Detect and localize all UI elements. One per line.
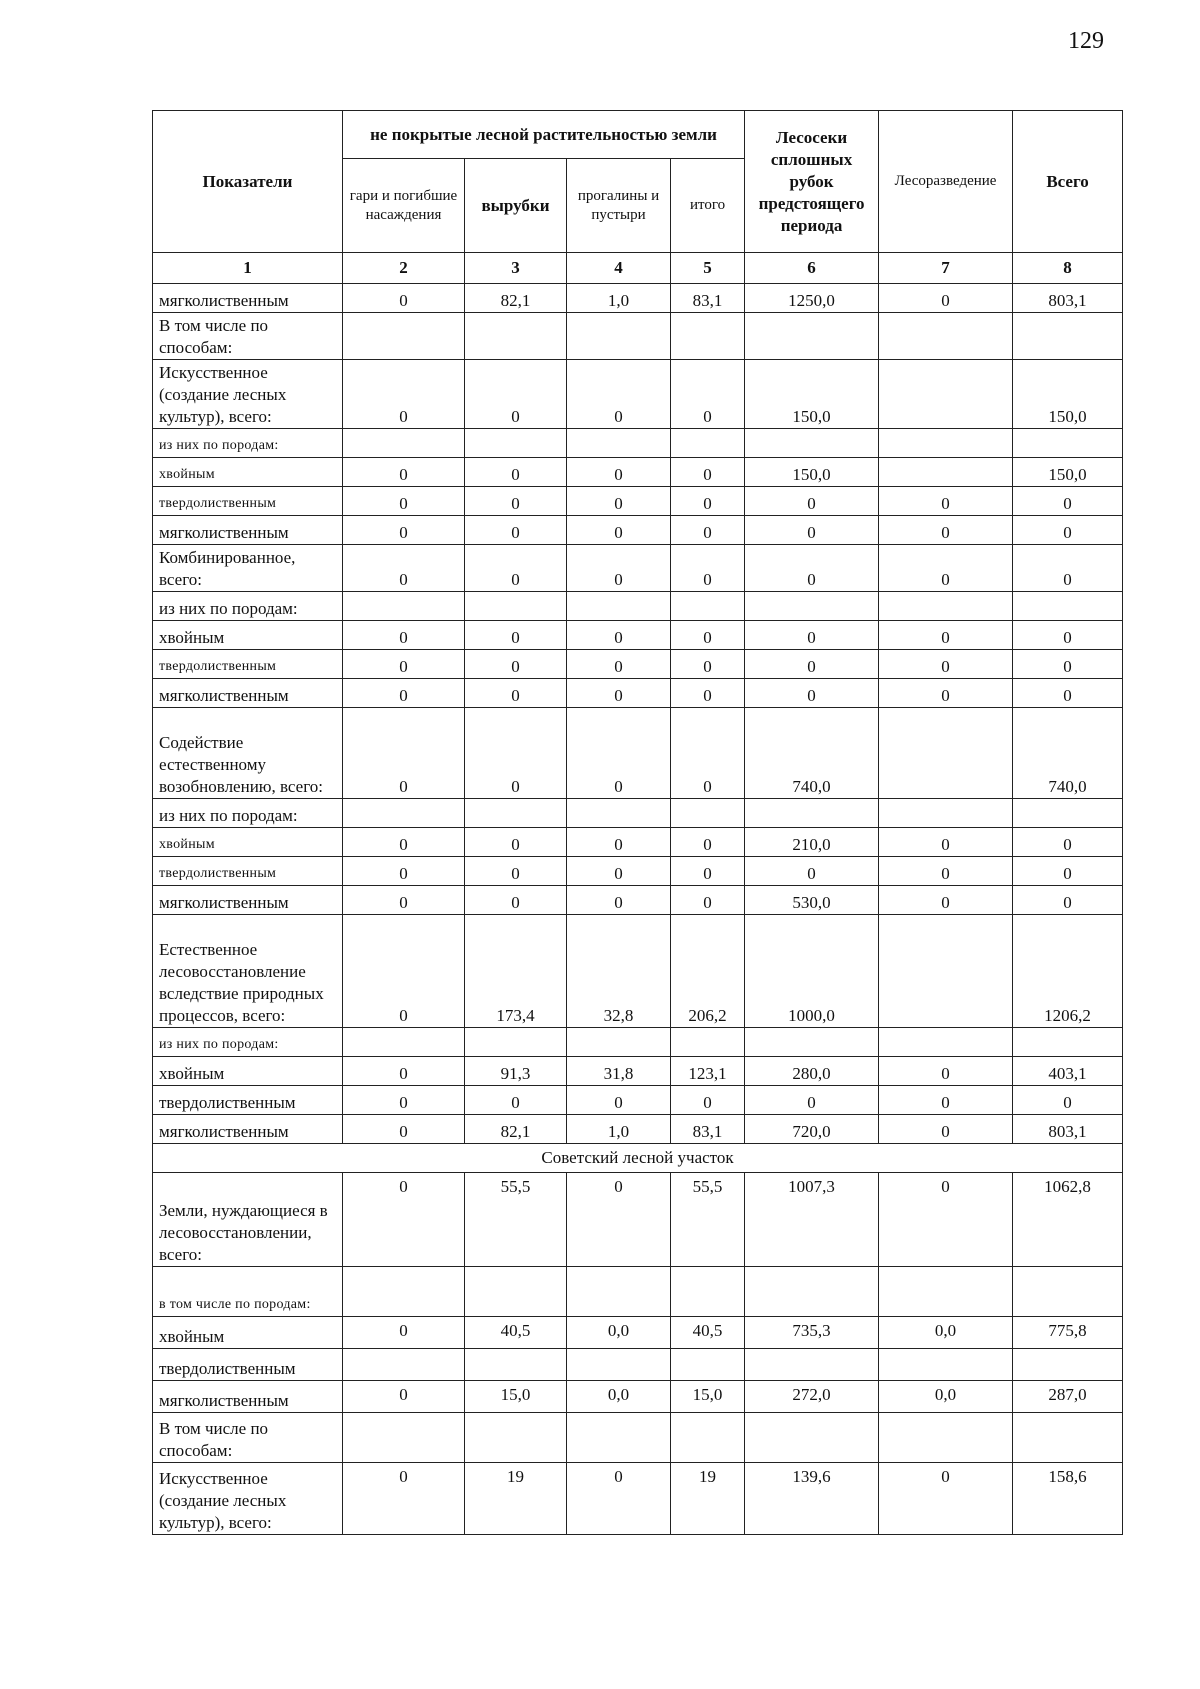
column-number: 5 xyxy=(671,253,745,284)
cell-value: 0 xyxy=(567,828,671,857)
cell-value: 0 xyxy=(465,487,567,516)
row-label: из них по породам: xyxy=(153,799,343,828)
row-label: твердолиственным xyxy=(153,1086,343,1115)
cell-value xyxy=(1013,1028,1123,1057)
cell-value: 0 xyxy=(671,545,745,592)
cell-value: 0 xyxy=(343,650,465,679)
table-row xyxy=(153,799,1123,828)
row-label: хвойным xyxy=(153,1057,343,1086)
cell-value: 15,0 xyxy=(465,1381,567,1413)
cell-value xyxy=(1013,429,1123,458)
cell-value: 0 xyxy=(567,857,671,886)
table-header xyxy=(153,111,1123,253)
header-non-forest-group: не покрытые лесной растительностью земли xyxy=(343,111,745,159)
cell-value xyxy=(879,458,1013,487)
cell-value: 0 xyxy=(343,708,465,799)
cell-value: 0 xyxy=(879,1463,1013,1535)
table-row xyxy=(153,828,1123,857)
cell-value: 0 xyxy=(343,1086,465,1115)
cell-value: 0 xyxy=(343,1115,465,1144)
cell-value: 0 xyxy=(879,545,1013,592)
row-label: твердолиственным xyxy=(153,487,343,516)
cell-value: 775,8 xyxy=(1013,1317,1123,1349)
cell-value: 210,0 xyxy=(745,828,879,857)
table-row xyxy=(153,1173,1123,1267)
cell-value: 150,0 xyxy=(1013,458,1123,487)
cell-value xyxy=(745,592,879,621)
cell-value: 280,0 xyxy=(745,1057,879,1086)
row-label: Содействие естественному возобновлению, всего: xyxy=(153,708,343,799)
cell-value xyxy=(465,592,567,621)
column-number: 4 xyxy=(567,253,671,284)
cell-value: 0,0 xyxy=(879,1381,1013,1413)
row-label: Земли, нуждающиеся в лесовосстановлении, всего: xyxy=(153,1173,343,1267)
table-row xyxy=(153,915,1123,1028)
cell-value xyxy=(671,429,745,458)
cell-value: 0 xyxy=(567,360,671,429)
cell-value xyxy=(879,592,1013,621)
table-row xyxy=(153,1381,1123,1413)
cell-value: 0 xyxy=(567,1086,671,1115)
cell-value: 0 xyxy=(671,516,745,545)
cell-value xyxy=(343,429,465,458)
cell-value xyxy=(465,1267,567,1317)
cell-value: 1206,2 xyxy=(1013,915,1123,1028)
cell-value xyxy=(671,1349,745,1381)
column-number: 1 xyxy=(153,253,343,284)
cell-value: 0 xyxy=(745,857,879,886)
cell-value: 0 xyxy=(879,886,1013,915)
cell-value xyxy=(465,1349,567,1381)
row-label: твердолиственным xyxy=(153,857,343,886)
cell-value: 0 xyxy=(879,650,1013,679)
table-row xyxy=(153,1349,1123,1381)
cell-value xyxy=(1013,799,1123,828)
table-row xyxy=(153,487,1123,516)
row-label: мягколиственным xyxy=(153,284,343,313)
cell-value xyxy=(567,1349,671,1381)
cell-value: 0 xyxy=(1013,487,1123,516)
cell-value xyxy=(465,429,567,458)
cell-value: 0 xyxy=(745,545,879,592)
cell-value: 740,0 xyxy=(745,708,879,799)
table-row xyxy=(153,516,1123,545)
cell-value: 0 xyxy=(343,886,465,915)
cell-value: 1,0 xyxy=(567,1115,671,1144)
cell-value: 0 xyxy=(671,828,745,857)
cell-value: 0 xyxy=(343,516,465,545)
table-row xyxy=(153,708,1123,799)
cell-value: 0 xyxy=(343,1057,465,1086)
cell-value: 123,1 xyxy=(671,1057,745,1086)
table-row xyxy=(153,886,1123,915)
column-number: 6 xyxy=(745,253,879,284)
cell-value: 0 xyxy=(879,621,1013,650)
row-label: в том числе по породам: xyxy=(153,1267,343,1317)
column-number: 3 xyxy=(465,253,567,284)
cell-value: 40,5 xyxy=(465,1317,567,1349)
cell-value: 1000,0 xyxy=(745,915,879,1028)
cell-value: 0 xyxy=(745,487,879,516)
cell-value: 0 xyxy=(567,1173,671,1267)
cell-value: 83,1 xyxy=(671,284,745,313)
row-label: Комбинированное, всего: xyxy=(153,545,343,592)
cell-value: 0 xyxy=(879,516,1013,545)
row-label: В том числе по способам: xyxy=(153,1413,343,1463)
cell-value xyxy=(1013,1349,1123,1381)
cell-value: 0 xyxy=(465,857,567,886)
cell-value: 0 xyxy=(1013,1086,1123,1115)
table-row xyxy=(153,429,1123,458)
table-row xyxy=(153,545,1123,592)
cell-value xyxy=(671,1413,745,1463)
cell-value: 0 xyxy=(343,857,465,886)
cell-value: 403,1 xyxy=(1013,1057,1123,1086)
cell-value: 173,4 xyxy=(465,915,567,1028)
page-number: 129 xyxy=(1068,28,1104,54)
cell-value: 91,3 xyxy=(465,1057,567,1086)
cell-value: 32,8 xyxy=(567,915,671,1028)
row-label: мягколиственным xyxy=(153,679,343,708)
cell-value xyxy=(745,313,879,360)
cell-value: 0 xyxy=(671,360,745,429)
header-total: Всего xyxy=(1013,111,1123,253)
header-indicators: Показатели xyxy=(153,111,343,253)
cell-value xyxy=(465,1413,567,1463)
table-row xyxy=(153,458,1123,487)
cell-value: 150,0 xyxy=(745,360,879,429)
cell-value xyxy=(671,313,745,360)
cell-value: 0 xyxy=(879,1173,1013,1267)
cell-value: 530,0 xyxy=(745,886,879,915)
column-numbers-row xyxy=(153,253,1123,284)
cell-value: 0 xyxy=(465,621,567,650)
cell-value: 1,0 xyxy=(567,284,671,313)
cell-value xyxy=(343,592,465,621)
row-label: из них по породам: xyxy=(153,1028,343,1057)
cell-value: 0 xyxy=(879,828,1013,857)
cell-value: 82,1 xyxy=(465,1115,567,1144)
cell-value: 0 xyxy=(671,621,745,650)
cell-value xyxy=(1013,1267,1123,1317)
cell-value xyxy=(879,360,1013,429)
cell-value: 0 xyxy=(671,886,745,915)
cell-value xyxy=(879,313,1013,360)
cell-value: 0 xyxy=(879,1115,1013,1144)
cell-value xyxy=(745,429,879,458)
cell-value xyxy=(671,1028,745,1057)
cell-value: 15,0 xyxy=(671,1381,745,1413)
cell-value: 0 xyxy=(1013,857,1123,886)
header-felling-sites: Лесосеки сплошных рубок предстоящего периода xyxy=(745,111,879,253)
table-row xyxy=(153,284,1123,313)
row-label: хвойным xyxy=(153,1317,343,1349)
cell-value: 0 xyxy=(343,828,465,857)
cell-value: 0 xyxy=(879,679,1013,708)
table-row xyxy=(153,1413,1123,1463)
cell-value xyxy=(343,1413,465,1463)
cell-value xyxy=(879,1349,1013,1381)
cell-value: 19 xyxy=(465,1463,567,1535)
cell-value: 0 xyxy=(567,1463,671,1535)
row-label: твердолиственным xyxy=(153,1349,343,1381)
cell-value xyxy=(745,799,879,828)
cell-value: 0 xyxy=(567,679,671,708)
cell-value xyxy=(567,592,671,621)
row-label: Искусственное (создание лесных культур), всего: xyxy=(153,360,343,429)
cell-value: 803,1 xyxy=(1013,1115,1123,1144)
cell-value: 720,0 xyxy=(745,1115,879,1144)
table-row xyxy=(153,313,1123,360)
cell-value: 0 xyxy=(1013,545,1123,592)
cell-value xyxy=(745,1028,879,1057)
row-label: хвойным xyxy=(153,458,343,487)
cell-value xyxy=(567,1028,671,1057)
cell-value: 0 xyxy=(465,679,567,708)
cell-value: 82,1 xyxy=(465,284,567,313)
table-row xyxy=(153,360,1123,429)
row-label: В том числе по способам: xyxy=(153,313,343,360)
row-label: из них по породам: xyxy=(153,429,343,458)
row-label: мягколиственным xyxy=(153,886,343,915)
cell-value xyxy=(567,429,671,458)
cell-value: 0 xyxy=(1013,679,1123,708)
row-label: Естественное лесовосстановление вследствие природных процессов, всего: xyxy=(153,915,343,1028)
table-body xyxy=(153,253,1123,1535)
cell-value xyxy=(465,313,567,360)
cell-value: 0 xyxy=(465,516,567,545)
section-row xyxy=(153,1144,1123,1173)
cell-value: 0 xyxy=(465,708,567,799)
cell-value xyxy=(343,1267,465,1317)
cell-value: 0 xyxy=(745,1086,879,1115)
cell-value xyxy=(671,592,745,621)
table-row xyxy=(153,592,1123,621)
cell-value: 55,5 xyxy=(465,1173,567,1267)
header-glades: прогалины и пустыри xyxy=(567,159,671,253)
cell-value: 0 xyxy=(745,679,879,708)
cell-value xyxy=(1013,313,1123,360)
cell-value: 0 xyxy=(343,621,465,650)
cell-value: 803,1 xyxy=(1013,284,1123,313)
cell-value: 0 xyxy=(745,650,879,679)
cell-value: 0 xyxy=(343,458,465,487)
cell-value: 287,0 xyxy=(1013,1381,1123,1413)
cell-value: 0 xyxy=(879,487,1013,516)
cell-value: 0 xyxy=(567,458,671,487)
cell-value: 272,0 xyxy=(745,1381,879,1413)
cell-value: 19 xyxy=(671,1463,745,1535)
table-row xyxy=(153,1463,1123,1535)
cell-value xyxy=(465,1028,567,1057)
cell-value xyxy=(745,1413,879,1463)
cell-value xyxy=(343,313,465,360)
cell-value xyxy=(879,1028,1013,1057)
cell-value: 0 xyxy=(671,679,745,708)
cell-value xyxy=(567,313,671,360)
cell-value: 740,0 xyxy=(1013,708,1123,799)
cell-value: 0 xyxy=(465,650,567,679)
cell-value xyxy=(1013,1413,1123,1463)
cell-value: 0 xyxy=(343,1381,465,1413)
cell-value: 0 xyxy=(343,915,465,1028)
cell-value: 0 xyxy=(671,487,745,516)
header-subtotal: итого xyxy=(671,159,745,253)
cell-value: 158,6 xyxy=(1013,1463,1123,1535)
cell-value: 0 xyxy=(465,360,567,429)
forest-regeneration-table-container xyxy=(152,110,1122,1535)
cell-value xyxy=(343,1349,465,1381)
cell-value: 55,5 xyxy=(671,1173,745,1267)
cell-value: 0 xyxy=(1013,621,1123,650)
cell-value xyxy=(745,1349,879,1381)
cell-value: 0 xyxy=(879,857,1013,886)
cell-value: 0,0 xyxy=(879,1317,1013,1349)
cell-value: 0 xyxy=(343,1317,465,1349)
cell-value: 0 xyxy=(745,516,879,545)
cell-value: 0,0 xyxy=(567,1317,671,1349)
cell-value: 0 xyxy=(671,857,745,886)
table-row xyxy=(153,1317,1123,1349)
cell-value: 40,5 xyxy=(671,1317,745,1349)
cell-value: 0 xyxy=(343,360,465,429)
cell-value: 0 xyxy=(1013,650,1123,679)
row-label: мягколиственным xyxy=(153,516,343,545)
table-row xyxy=(153,679,1123,708)
cell-value: 1007,3 xyxy=(745,1173,879,1267)
row-label: мягколиственным xyxy=(153,1381,343,1413)
cell-value xyxy=(671,1267,745,1317)
cell-value: 0 xyxy=(567,650,671,679)
cell-value xyxy=(567,1267,671,1317)
table-row xyxy=(153,621,1123,650)
table-row xyxy=(153,1057,1123,1086)
cell-value xyxy=(879,429,1013,458)
cell-value: 1250,0 xyxy=(745,284,879,313)
cell-value xyxy=(879,799,1013,828)
cell-value: 0 xyxy=(343,284,465,313)
table-row xyxy=(153,857,1123,886)
cell-value: 0 xyxy=(879,1086,1013,1115)
cell-value: 206,2 xyxy=(671,915,745,1028)
cell-value xyxy=(879,1413,1013,1463)
cell-value: 0 xyxy=(343,679,465,708)
cell-value: 0 xyxy=(567,621,671,650)
table-row xyxy=(153,650,1123,679)
table-row xyxy=(153,1028,1123,1057)
column-number: 2 xyxy=(343,253,465,284)
forest-regeneration-table xyxy=(152,110,1123,1535)
table-row xyxy=(153,1086,1123,1115)
header-clearcuts: вырубки xyxy=(465,159,567,253)
cell-value xyxy=(879,708,1013,799)
row-label: твердолиственным xyxy=(153,650,343,679)
cell-value xyxy=(567,1413,671,1463)
cell-value xyxy=(879,1267,1013,1317)
cell-value: 0 xyxy=(567,516,671,545)
cell-value: 0 xyxy=(671,650,745,679)
section-title: Советский лесной участок xyxy=(153,1144,1123,1173)
cell-value: 1062,8 xyxy=(1013,1173,1123,1267)
cell-value: 0 xyxy=(567,487,671,516)
cell-value: 0 xyxy=(671,1086,745,1115)
row-label: из них по породам: xyxy=(153,592,343,621)
cell-value: 0 xyxy=(343,1173,465,1267)
cell-value xyxy=(465,799,567,828)
cell-value xyxy=(745,1267,879,1317)
row-label: хвойным xyxy=(153,828,343,857)
cell-value: 0 xyxy=(745,621,879,650)
cell-value: 0 xyxy=(465,828,567,857)
cell-value xyxy=(671,799,745,828)
column-number: 7 xyxy=(879,253,1013,284)
cell-value: 0 xyxy=(343,545,465,592)
header-burned: гари и погибшие насаждения xyxy=(343,159,465,253)
cell-value xyxy=(343,799,465,828)
cell-value: 83,1 xyxy=(671,1115,745,1144)
cell-value: 0 xyxy=(671,708,745,799)
cell-value: 0 xyxy=(465,886,567,915)
cell-value xyxy=(1013,592,1123,621)
cell-value: 0 xyxy=(879,284,1013,313)
table-row xyxy=(153,1267,1123,1317)
cell-value: 0 xyxy=(343,487,465,516)
cell-value: 0 xyxy=(879,1057,1013,1086)
cell-value: 31,8 xyxy=(567,1057,671,1086)
row-label: Искусственное (создание лесных культур), всего: xyxy=(153,1463,343,1535)
cell-value: 0 xyxy=(567,886,671,915)
cell-value: 0 xyxy=(465,1086,567,1115)
table-row xyxy=(153,1115,1123,1144)
cell-value: 0 xyxy=(1013,516,1123,545)
cell-value: 0 xyxy=(465,545,567,592)
cell-value: 150,0 xyxy=(1013,360,1123,429)
row-label: хвойным xyxy=(153,621,343,650)
cell-value xyxy=(879,915,1013,1028)
cell-value: 139,6 xyxy=(745,1463,879,1535)
cell-value: 0 xyxy=(465,458,567,487)
header-thinning: Лесоразведение xyxy=(879,111,1013,253)
cell-value: 0 xyxy=(343,1463,465,1535)
cell-value: 0 xyxy=(1013,886,1123,915)
cell-value: 735,3 xyxy=(745,1317,879,1349)
column-number: 8 xyxy=(1013,253,1123,284)
cell-value: 0 xyxy=(567,545,671,592)
cell-value: 0 xyxy=(1013,828,1123,857)
cell-value: 150,0 xyxy=(745,458,879,487)
cell-value: 0 xyxy=(671,458,745,487)
cell-value: 0,0 xyxy=(567,1381,671,1413)
row-label: мягколиственным xyxy=(153,1115,343,1144)
cell-value xyxy=(343,1028,465,1057)
cell-value xyxy=(567,799,671,828)
cell-value: 0 xyxy=(567,708,671,799)
